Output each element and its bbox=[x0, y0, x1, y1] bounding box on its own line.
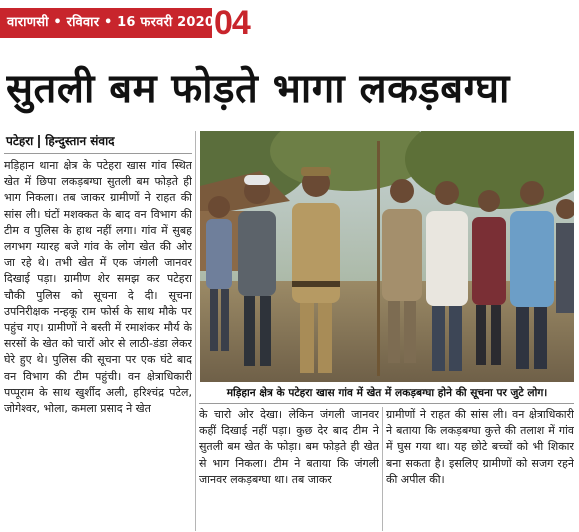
page-number: 04 bbox=[214, 4, 250, 42]
byline-agency: हिन्दुस्तान संवाद bbox=[45, 134, 115, 148]
byline-place: पटेहरा bbox=[6, 134, 34, 148]
masthead bbox=[0, 0, 268, 46]
headline: सुतली बम फोड़ते भागा लकड़बग्घा bbox=[6, 66, 510, 112]
news-photo-illustration bbox=[200, 131, 574, 382]
article-body-middle: के चारो ओर देखा। लेकिन जंगली जानवर कहीं दिखाई नहीं पड़ा। कुछ देर बाद टीम ने सुतली बम खेत के फोड़ा। बम फोड़ते ही खेत से भाग निकला। टीम ने बताया कि जंगली जानवर लकड़बग्घा था। तब जाकर bbox=[199, 408, 379, 486]
photo-caption: मड़िहान क्षेत्र के पटेहरा खास गांव में खेत में लकड़बग्घा होने की सूचना पर जुटे लोग। bbox=[226, 387, 548, 399]
byline-rule bbox=[4, 153, 192, 154]
byline bbox=[6, 131, 115, 151]
article-body-left: मड़िहान थाना क्षेत्र के पटेहरा खास गांव स्थित खेत में छिपा लकड़बग्घा सुतली बम फोड़ते ही भाग निकला। तब जाकर ग्रामीणों ने राहत की सांस ली। घंटों मशक्कत के बाद वन विभाग की टीम व पुलिस के हाथ नहीं लगा। गांव में सुबह लगभग ग्यारह बजे गांव के लोग खेत की ओर जा रहे थे। तभी खेत में एक जंगली जानवर दिखाई पड़ा। ग्रामीण शेर समझ कर पटेहरा चौकी पुलिस को सूचना दे दी। सूचना उपनिरीक्षक नन्हकू राम फोर्स के साथ मौके पर पहुंच गए। ग्रामीणों ने बस्ती में रमाशंकर मौर्य के सरसों के खेत को चारों ओर से लाठी-डंडा लेकर घेरे हुए थे। पुलिस की सूचना पर एक घंटे बाद वन विभाग की टीम पहुंची। वन क्षेत्राधिकारी पप्पूराम के साथ खुर्शीद अली, हरिश्चंद्र पटेल, जोगेश्वर, भोला, कमला प्रसाद ने खेत bbox=[4, 159, 192, 416]
column-divider-2 bbox=[382, 407, 383, 531]
article-body-right: ग्रामीणों ने राहत की सांस ली। वन क्षेत्राधिकारी ने बताया कि लकड़बग्घा कुत्ते की तलाश में गांव में घुस गया था। यह छोटे बच्चों को भी शिकार बना सकता है। इसलिए ग्रामीणों को सजग रहने की अपील की। bbox=[386, 408, 574, 486]
byline-separator bbox=[38, 135, 40, 148]
caption-rule bbox=[199, 403, 574, 404]
news-photo bbox=[200, 131, 574, 382]
column-divider-1 bbox=[195, 131, 196, 531]
masthead-dateline: वाराणसी • रविवार • 16 फरवरी 2020 bbox=[7, 15, 215, 30]
